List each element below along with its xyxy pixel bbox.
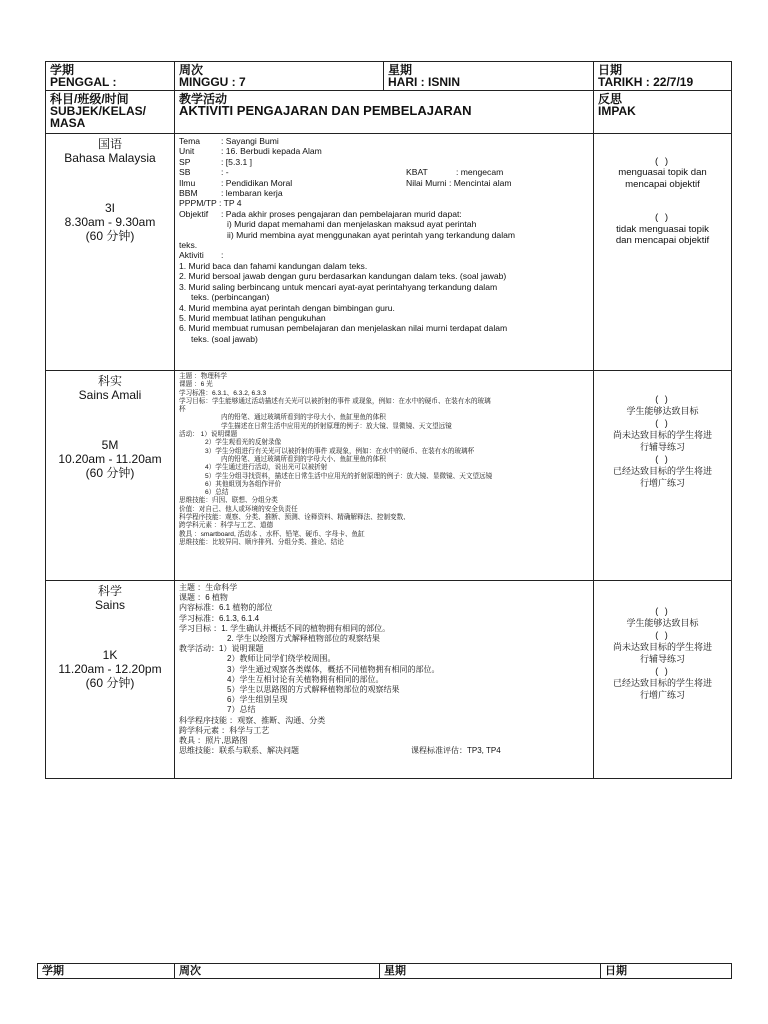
duration: (60 分钟) bbox=[85, 466, 135, 480]
subject-zh: 科学 bbox=[97, 584, 122, 598]
header-row bbox=[46, 62, 732, 91]
subject-zh: 科实 bbox=[97, 374, 122, 388]
footer-term: 学期 bbox=[38, 964, 175, 979]
lesson-activity-sains: 主题 ：生命科学 课题 ：6 植物 内容标准：6.1 植物的部位 学习标准：6.1.3, 6.1.4 学习目标 ：1. 学生确认并概括不同的植物拥有相同的部位。 2. 学生以绘图方式解释植物部位的观察结果 教学活动：1）说明课题 2）教师让同学们绕学校周围。 3）学生通过观察各类媒体，概括不同植物拥有相同的部位。 4）学生互相讨论有关植物拥有相同的部位。 5）学生以思路图的方式解释植物部位的观察结果 6）学生组别呈现 7）总结 科学程序技能 ：观察、推断、沟通、分类 跨学科元素 ：科学与工艺 教具 ：照片,思路图 思维技能：联系与联系、解决问题 课程标准评估：TP3, TP4 bbox=[175, 581, 594, 779]
time-slot: 10.20am - 11.20am bbox=[58, 452, 162, 466]
checkbox-paren[interactable]: ( ) bbox=[654, 156, 671, 167]
checkbox-paren[interactable]: ( ) bbox=[655, 666, 670, 676]
footer-header-table bbox=[37, 963, 732, 979]
class-name: 1K bbox=[102, 648, 118, 662]
time-slot: 11.20am - 12.20pm bbox=[58, 662, 162, 676]
reflection-sains: ( ) 学生能够达致目标 ( ) 尚未达致目标的学生将进 行辅导练习 ( ) 已经达致目标的学生将进 行增广练习 bbox=[594, 581, 732, 779]
subject-name: Bahasa Malaysia bbox=[64, 151, 156, 165]
lesson-info-sains bbox=[46, 581, 175, 779]
subheader-row bbox=[46, 91, 732, 134]
header-week: 周次 MINGGU : 7 bbox=[175, 62, 384, 91]
subheader-activity: 教学活动 AKTIVITI PENGAJARAN DAN PEMBELAJARAN bbox=[175, 91, 594, 134]
subject-name: Sains Amali bbox=[78, 388, 142, 402]
lesson-info-bm bbox=[46, 134, 175, 371]
subheader-reflection: 反思 IMPAK bbox=[594, 91, 732, 134]
subject-name: Sains bbox=[94, 598, 126, 612]
checkbox-paren[interactable]: ( ) bbox=[655, 606, 670, 616]
subheader-subject: 科目/班级/时间 SUBJEK/KELAS/ MASA bbox=[46, 91, 175, 134]
checkbox-paren[interactable]: ( ) bbox=[654, 212, 671, 224]
footer-day: 星期 bbox=[380, 964, 601, 979]
class-name: 3I bbox=[104, 201, 115, 215]
footer-date: 日期 bbox=[601, 964, 732, 979]
reflection-sains-amali: ( ) 学生能够达致目标 ( ) 尚未达致目标的学生将进 行辅导练习 ( ) 已经达致目标的学生将进 行增广练习 bbox=[594, 371, 732, 581]
header-term: 学期 PENGGAL : bbox=[46, 62, 175, 91]
class-name: 5M bbox=[101, 438, 119, 452]
checkbox-paren[interactable]: ( ) bbox=[655, 418, 670, 428]
footer-week: 周次 bbox=[175, 964, 380, 979]
checkbox-paren[interactable]: ( ) bbox=[655, 630, 670, 640]
lesson-activity-bm: Tema : Sayangi Bumi Unit : 16. Berbudi kepada Alam SP : [5.3.1 ] SB : - KBAT : mengecam Ilmu : Pendidikan Moral Nilai Murni : Mencintai alam BBM : lembaran kerja PPPM/TP : TP 4 Objektif : Pada akhir proses pengajaran dan pembelajaran murid dapat: i) Murid dapat memahami dan menjelaskan maksud ayat perintah ii) Murid membina ayat menggunakan ayat perintah yang terkandung dalam teks. Aktiviti : 1. Murid baca dan fahami kandungan dalam teks. 2. Murid bersoal jawab dengan guru berdasarkan kandungan dalam teks. (soal jawab) 3. Murid saling berbincang untuk mencari ayat-ayat perintahyang terkandung dalam teks. (perbincangan) 4. Murid membina ayat perintah dengan bimbingan guru. 5. Murid membuat latihan pengukuhan 6. Murid membuat rumusan pembelajaran dan menjelaskan nilai murni terdapat dalam teks. (soal jawab) bbox=[175, 134, 594, 371]
lesson-activity-sains-amali: 主题 ：物理科学 课题 ：6 光 学习标准：6.3.1、6.3.2, 6.3.3 学习目标：学生能够通过活动描述有关光可以被折射的事件 或现象，例如：在水中的硬币、在装有水的玻璃 杯 内的铅笔、通过玻璃所看到的字母大小、鱼缸里鱼的体积 学生描述在日常生活中应用光的折射原理的例子：放大镜、显微镜、天文望远镜 活动： 1）说明课题 2）学生观看光的反射录像 3）学生分组进行有关光可以被折射的事件 或现象，例如：在水中的硬币、在装有水的玻璃杯 内的铅笔、通过玻璃所看到的字母大小、鱼缸里鱼的体积 4）学生通过进行活动，说出光可以被折射 5）学生分组寻找资料，描述在日常生活中应用光的折射原理的例子：放大镜、显微镜、天文望远镜 6）其他組別为各组作评价 6）总结 思维技能：归因、联想、分组分类 价值：对自己、他人或环境的安全负责任 科学程序技能：观察、分类、推断、预测、诠释资料、精确解释法、控制变数、 跨学科元素 ：科学与工艺、道德 教具 ：smartboard, 活动本 、水杯、铅笔、硬币、字母卡、鱼缸 思维技能：比较异同、顺序排列、分组分类、推论、结论 bbox=[175, 371, 594, 581]
lesson-plan-table bbox=[45, 61, 732, 779]
checkbox-paren[interactable]: ( ) bbox=[655, 394, 670, 404]
checkbox-paren[interactable]: ( ) bbox=[655, 454, 670, 464]
lesson-row-sains bbox=[46, 581, 732, 779]
lesson-row-sains-amali bbox=[46, 371, 732, 581]
time-slot: 8.30am - 9.30am bbox=[64, 215, 156, 229]
lesson-info-sains-amali bbox=[46, 371, 175, 581]
duration: (60 分钟) bbox=[85, 676, 135, 690]
subject-zh: 国语 bbox=[97, 137, 122, 151]
lesson-row-bm bbox=[46, 134, 732, 371]
reflection-bm: ( ) menguasai topik dan mencapai objektif ( ) tidak menguasai topik dan mencapai objektif bbox=[594, 134, 732, 371]
header-date: 日期 TARIKH : 22/7/19 bbox=[594, 62, 732, 91]
duration: (60 分钟) bbox=[85, 229, 135, 243]
header-day: 星期 HARI : ISNIN bbox=[384, 62, 594, 91]
